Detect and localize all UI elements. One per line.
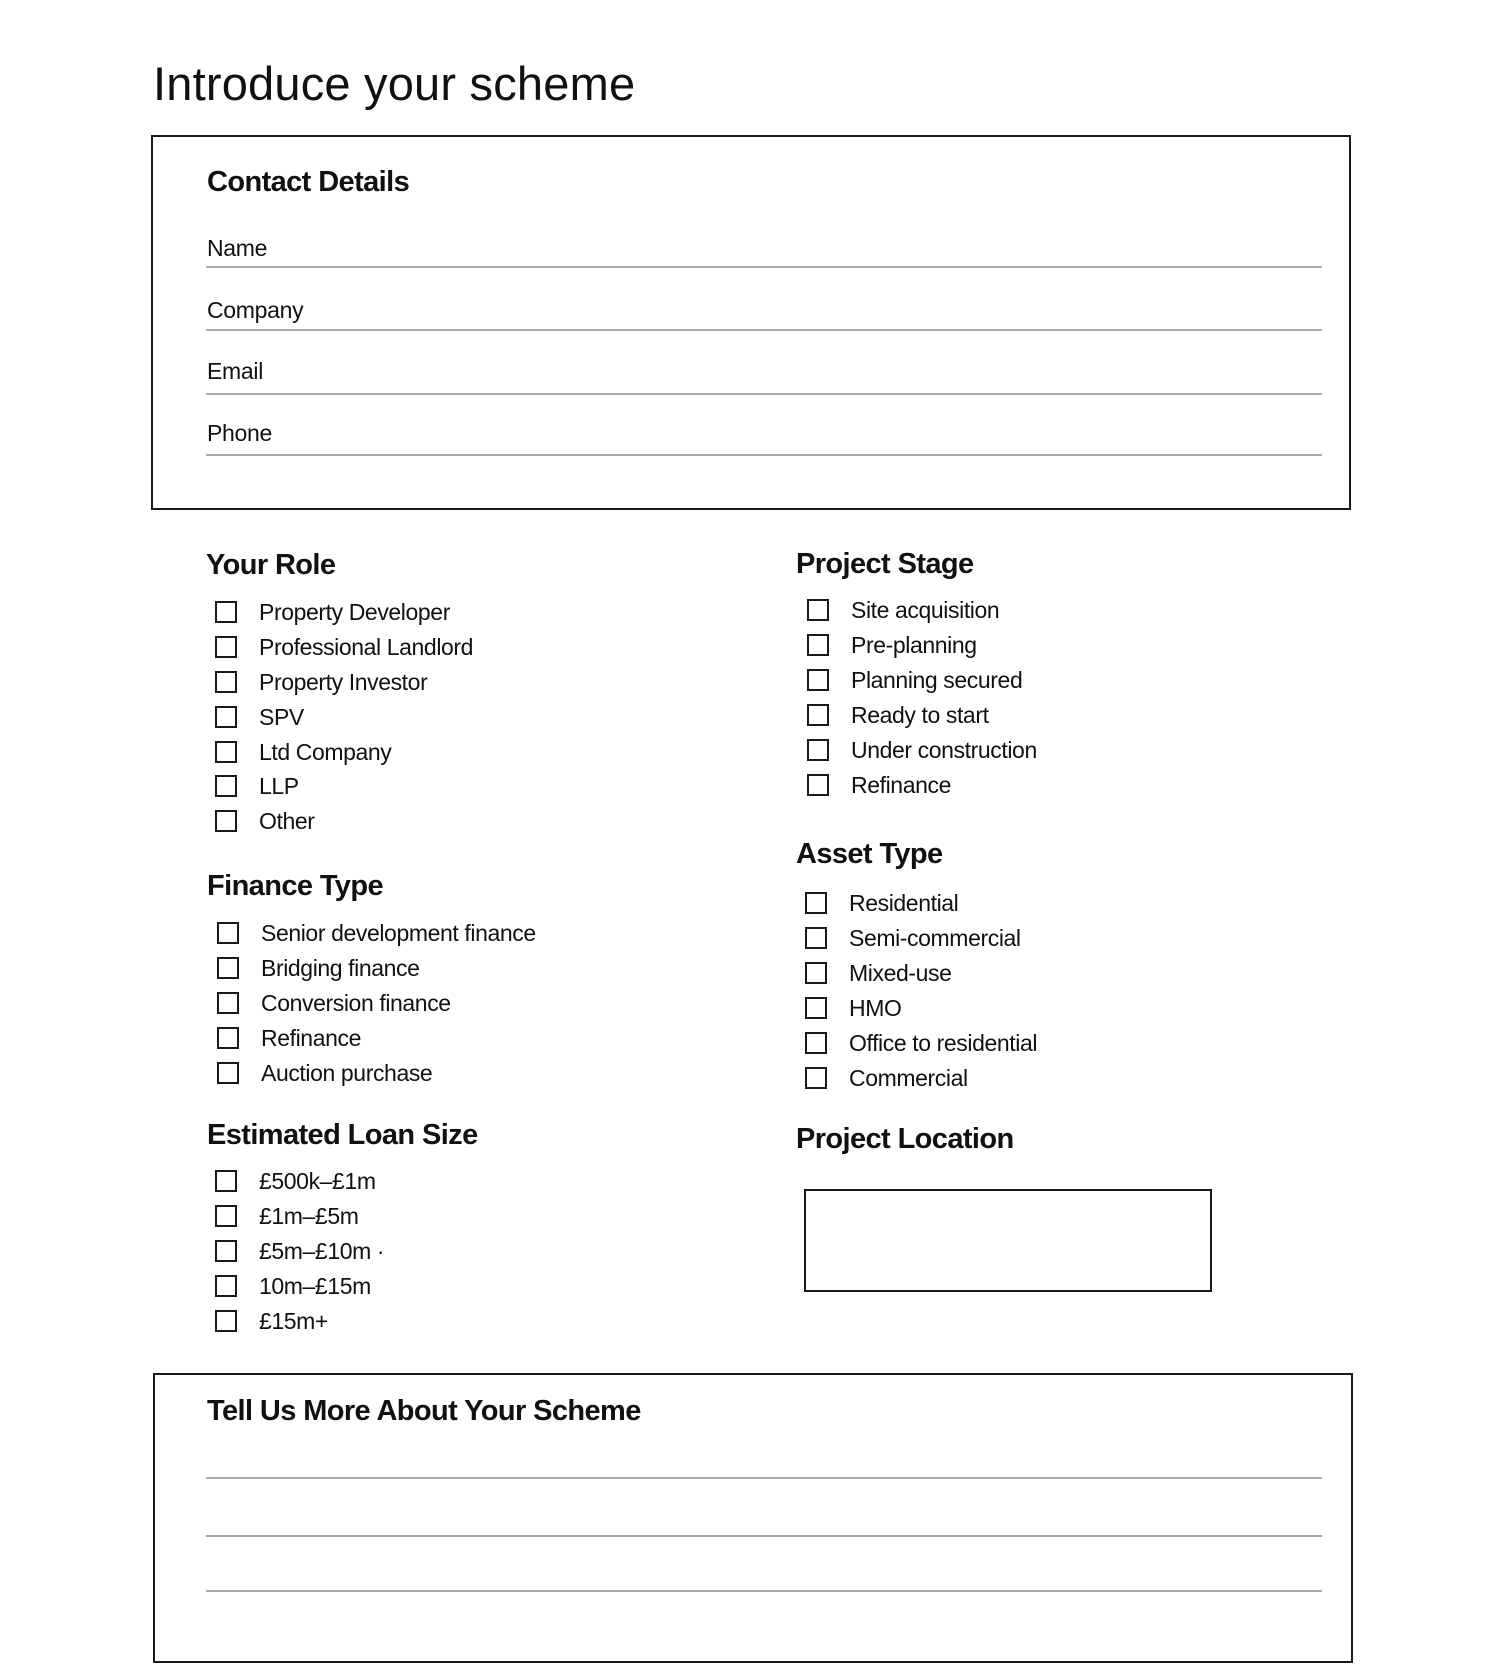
role-option-property-investor[interactable]	[215, 667, 427, 697]
checkbox[interactable]	[217, 1027, 239, 1049]
checkbox[interactable]	[805, 962, 827, 984]
checkbox[interactable]	[217, 922, 239, 944]
checkbox[interactable]	[805, 1067, 827, 1089]
finance-option-conversion[interactable]	[217, 988, 451, 1018]
checkbox[interactable]	[807, 774, 829, 796]
option-label: Commercial	[849, 1065, 968, 1091]
checkbox[interactable]	[215, 775, 237, 797]
email-field-underline	[206, 393, 1322, 395]
finance-type-title: Finance Type	[207, 870, 383, 902]
finance-option-auction-purchase[interactable]	[217, 1058, 432, 1088]
option-label: £500k–£1m	[259, 1168, 376, 1194]
stage-option-pre-planning[interactable]	[807, 630, 977, 660]
tell-us-more-textarea[interactable]	[206, 1440, 1322, 1640]
option-label: Property Developer	[259, 599, 450, 625]
finance-option-bridging[interactable]	[217, 953, 420, 983]
contact-details-title: Contact Details	[207, 166, 410, 198]
asset-option-office-to-residential[interactable]	[805, 1028, 1037, 1058]
checkbox[interactable]	[805, 927, 827, 949]
option-label: Under construction	[851, 737, 1037, 763]
finance-option-refinance[interactable]	[217, 1023, 361, 1053]
checkbox[interactable]	[215, 1205, 237, 1227]
stage-option-site-acquisition[interactable]	[807, 595, 999, 625]
role-option-professional-landlord[interactable]	[215, 632, 473, 662]
tell-us-more-line-3	[206, 1590, 1322, 1592]
loan-option-10m-15m[interactable]	[215, 1271, 371, 1301]
stage-option-under-construction[interactable]	[807, 735, 1037, 765]
checkbox[interactable]	[807, 599, 829, 621]
checkbox[interactable]	[807, 669, 829, 691]
role-option-ltd-company[interactable]	[215, 737, 391, 767]
email-field-label: Email	[207, 358, 264, 384]
checkbox[interactable]	[217, 992, 239, 1014]
checkbox[interactable]	[215, 1275, 237, 1297]
option-label: HMO	[849, 995, 902, 1021]
option-label: Bridging finance	[261, 955, 420, 981]
checkbox[interactable]	[217, 957, 239, 979]
option-label: £15m+	[259, 1308, 328, 1334]
stage-option-ready-to-start[interactable]	[807, 700, 989, 730]
name-field-label: Name	[207, 235, 268, 261]
checkbox[interactable]	[807, 739, 829, 761]
role-option-property-developer[interactable]	[215, 597, 450, 627]
role-option-other[interactable]	[215, 806, 315, 836]
option-label: 10m–£15m	[259, 1273, 371, 1299]
option-label: £5m–£10m ·	[259, 1238, 385, 1264]
project-location-input[interactable]	[804, 1189, 1212, 1292]
project-location-title: Project Location	[796, 1123, 1014, 1155]
checkbox[interactable]	[215, 636, 237, 658]
company-field-underline	[206, 329, 1322, 331]
option-label: Senior development finance	[261, 920, 536, 946]
option-label: Planning secured	[851, 667, 1023, 693]
checkbox[interactable]	[215, 601, 237, 623]
company-field[interactable]	[207, 292, 1322, 328]
loan-size-title: Estimated Loan Size	[207, 1119, 478, 1151]
loan-option-15m-plus[interactable]	[215, 1306, 328, 1336]
asset-option-semi-commercial[interactable]	[805, 923, 1021, 953]
name-field[interactable]	[207, 230, 1322, 266]
option-label: Office to residential	[849, 1030, 1038, 1056]
checkbox[interactable]	[217, 1062, 239, 1084]
asset-option-mixed-use[interactable]	[805, 958, 952, 988]
role-option-llp[interactable]	[215, 771, 299, 801]
page-title: Introduce your scheme	[153, 57, 636, 110]
option-label: £1m–£5m	[259, 1203, 359, 1229]
option-label: Ready to start	[851, 702, 989, 728]
asset-option-hmo[interactable]	[805, 993, 901, 1023]
option-label: Conversion finance	[261, 990, 451, 1016]
email-field[interactable]	[207, 353, 1322, 389]
option-label: Other	[259, 808, 315, 834]
tell-us-more-line-2	[206, 1535, 1322, 1537]
loan-option-5m-10m[interactable]	[215, 1236, 384, 1266]
project-stage-title: Project Stage	[796, 548, 974, 580]
stage-option-planning-secured[interactable]	[807, 665, 1022, 695]
option-label: Refinance	[261, 1025, 361, 1051]
phone-field[interactable]	[207, 415, 1322, 451]
checkbox[interactable]	[215, 706, 237, 728]
loan-option-500k-1m[interactable]	[215, 1166, 376, 1196]
option-label: Auction purchase	[261, 1060, 433, 1086]
role-option-spv[interactable]	[215, 702, 304, 732]
option-label: Residential	[849, 890, 959, 916]
checkbox[interactable]	[215, 1240, 237, 1262]
asset-option-residential[interactable]	[805, 888, 958, 918]
your-role-title: Your Role	[206, 549, 336, 581]
company-field-label: Company	[207, 297, 304, 323]
option-label: Ltd Company	[259, 739, 392, 765]
checkbox[interactable]	[215, 1170, 237, 1192]
checkbox[interactable]	[215, 1310, 237, 1332]
phone-field-label: Phone	[207, 420, 273, 446]
checkbox[interactable]	[807, 634, 829, 656]
checkbox[interactable]	[215, 671, 237, 693]
option-label: Property Investor	[259, 669, 428, 695]
option-label: Site acquisition	[851, 597, 1000, 623]
name-field-underline	[206, 266, 1322, 268]
checkbox[interactable]	[807, 704, 829, 726]
option-label: Refinance	[851, 772, 951, 798]
option-label: Pre-planning	[851, 632, 977, 658]
finance-option-senior-development[interactable]	[217, 918, 536, 948]
asset-option-commercial[interactable]	[805, 1063, 968, 1093]
option-label: SPV	[259, 704, 304, 730]
option-label: Professional Landlord	[259, 634, 474, 660]
option-label: Mixed-use	[849, 960, 952, 986]
option-label: LLP	[259, 773, 299, 799]
checkbox[interactable]	[215, 810, 237, 832]
asset-type-title: Asset Type	[796, 838, 943, 870]
tell-us-more-line-1	[206, 1477, 1322, 1479]
phone-field-underline	[206, 454, 1322, 456]
checkbox[interactable]	[805, 892, 827, 914]
stage-option-refinance[interactable]	[807, 770, 951, 800]
checkbox[interactable]	[805, 1032, 827, 1054]
option-label: Semi-commercial	[849, 925, 1021, 951]
checkbox[interactable]	[215, 741, 237, 763]
tell-us-more-title: Tell Us More About Your Scheme	[207, 1395, 641, 1427]
loan-option-1m-5m[interactable]	[215, 1201, 358, 1231]
checkbox[interactable]	[805, 997, 827, 1019]
